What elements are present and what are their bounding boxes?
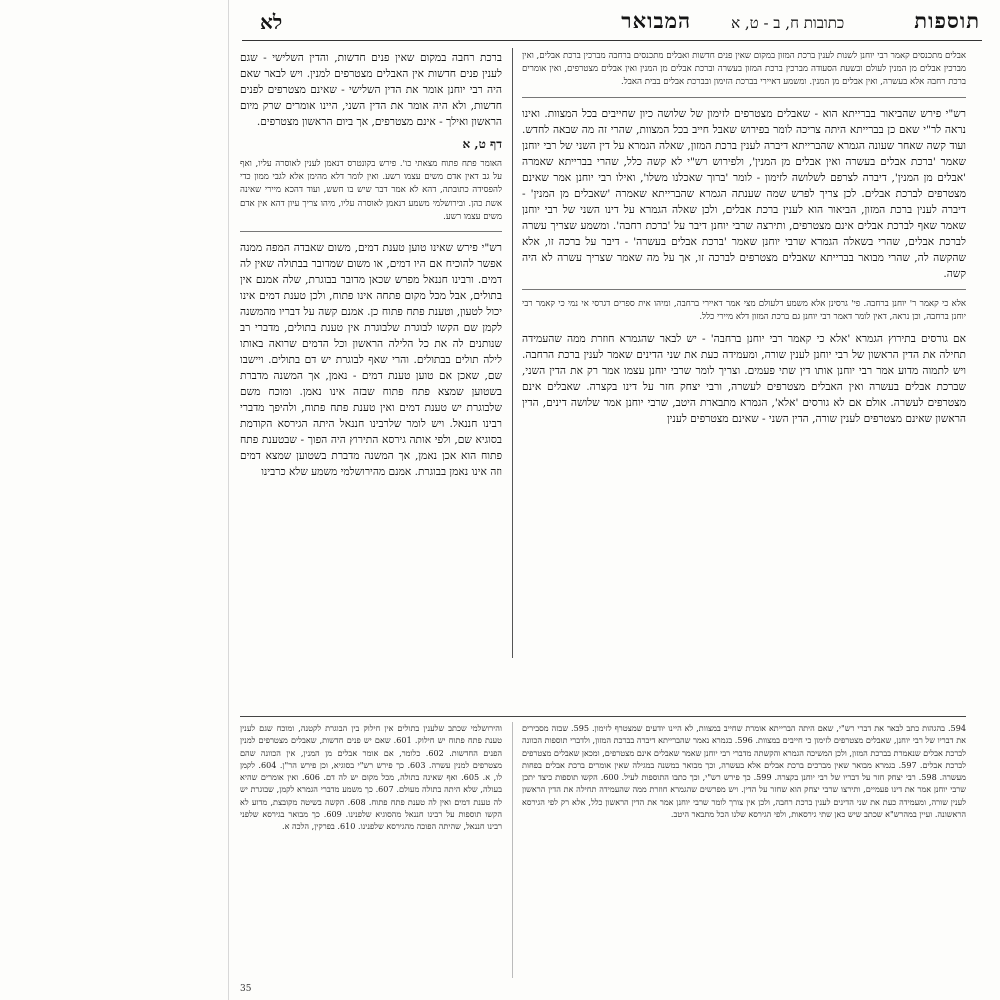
main-column-right xyxy=(522,50,966,650)
discussion-text: אם גורסים בתירוץ הגמרא 'אלא כי קאמר רבי יוחנן ברחבה' - יש לבאר שהגמרא חוזרת ממה שהעמידה תחילה את הדין הראשון של רבי יוחנן לענין שורה, ומעמידה כעת את שני הדינים שאמר לענין ברכת הרחבה. ויש לתמוה מדוע אמר רבי יוחנן אותו דין שתי פעמים. וצריך לומר שרבי יוחנן עצמו אמר רק את הדין השני, שברכת אבלים בעשרה ואין האבלים מצטרפים לעשרה, ורבי יצחק חזר על דינו בקצרה. שאבלים אינם מצטרפים לעשרה. אולם אם לא גורסים 'אלא', הגמרא מתבארת היטב, שרבי יוחנן אמר שלושה דינים, הדין הראשון שאינם מצטרפים לענין שורה, הדין השני - שאינם מצטרפים לענין xyxy=(522,333,966,426)
rashi-explanation-2: רש"י פירש שאינו טוען טענת דמים, משום שאבדה המפה ממנה אפשר להוכיח אם היו דמים, או משום שמדובר בבתולה שאין לה דמים. ורבינו חננאל מפרש שכאן מדובר בבוגרת, שלה אמנם אין בתולים, אבל מכל מקום פתחה אינו פתוח, ולכן טענת דמים אינו יכול לטעון, וטענת פתח פתוח כן. אמנם קשה על דבריו מהמשנה לקמן שם הקשו לבוגרת שלבוגרת אין טענת בתולים, מדברי רב שנותנים לה את כל הלילה הראשון וכל הדמים שרואה באותו לילה תולים בבתולים. והרי שאף לבוגרת יש דם בתולים. ויישבו שם, שאכן אם טוען טענת דמים - נאמן, אך המשנה מדברת בשטוען שמצא פתח פתוח שבזה אינו נאמן. ומוכח משם שלבוגרת יש טענת דמים ואין טענת פתח פתוח, ולהיפך מדברי רבינו חננאל. ויש לומר שלרבינו חננאל היתה הגירסא הקודמת בסוגיא שם, ולפי אותה גירסא התירוץ היה הפוך - שבטענת פתח פתוח הוא אכן נאמן, אך המשנה מדברת בשטוען שמצא דמים וזה אינו נאמן בבוגרת. אמנם מהירושלמי משמע שלא כרבינו xyxy=(240,242,502,479)
daf-heading: דף ט, א xyxy=(462,137,502,151)
folio-number: 35 xyxy=(240,984,252,994)
header-title-hamevoar: המבואר xyxy=(621,8,692,33)
header-title-tosafot: תוספות xyxy=(914,8,980,33)
tosafot-original-text-3: האומר פתח פתוח מצאתי כו'. פירש בקונטרס דנאמן לענין לאוסרה עליו, ואף על גב דאין אדם משים עצמו רשע. ואין לומר דלא מהימן אלא לגבי ממון כדי להפסידה כתובתה, דהא לא אמר דבר שיש בו חשש, ועוד דהכא מיירי שאינה אשת כהן. ובירושלמי משמע דנאמן לאוסרה עליו, מיהו צריך עיון דהא אין אדם משים עצמו רשע. xyxy=(240,159,502,222)
footnotes-left: והירושלמי שכתב שלענין בתולים אין חילוק בין הבוגרת לקטנה, ומוכח שגם לענין טענת פתח פתוח יש חילוק. 601. שאם יש פנים חדשות, שאבלים מצטרפים למנין הפנים החדשות. 602. כלומר, אם אומר אבלים מן המנין, אין הכוונה שהם מצטרפים למנין עשרה. 603. כך פירש רש"י בסוגיא, וכן פירש הר"ן. 604. לקמן לו, א. 605. ואף שאינה בתולה, מכל מקום יש לה דם. 606. ואין אומרים שהיא בעולה, שלא היתה בתולה מעולם. 607. כך משמע מדברי הגמרא לקמן, שבוגרת יש לה טענת דמים ואין לה טענת פתח פתוח. 608. הקשה בשיטה מקובצת, מדוע לא הקשו תוספות על רבינו חננאל מהסוגיא שלפנינו. 609. כך מבואר בגירסא שלפני רבינו חננאל, שהיתה הפוכה מהגירסא שלפנינו. 610. בפרקין, הלכה א. xyxy=(240,723,502,832)
column-divider xyxy=(512,48,513,658)
footnotes-right: 594. בהגהות כתב לבאר את דברי רש"י, שאם היתה הברייתא אומרת שחייב במצוות, לא היינו יודעים שמצטרף לזימון. 595. שבזה מסבירים את דבריו של רבי יוחנן, שאבלים מצטרפים לזימון כי חייבים במצוות. 596. בגמרא נאמר שהברייתא דיברה בברכת המזון, ולדברי תוספות הכוונה לברכת אבלים שנאמרת בברכת המזון, ולכן המשיכה הגמרא והקשתה מדברי רבי יוחנן שאמר שאבלים אינם מצטרפים, ומכאן שאבלים מצטרפים לברכת אבלים. 597. בגמרא מבואר שאין מברכים ברכת אבלים אלא בעשרה, וכך מבואר במשנה במגילה שאין אומרים ברכת אבלים בפחות מעשרה. 598. רבי יצחק חזר על דבריו של רבי יוחנן בקצרה. 599. כך פירש רש"י, וכך כתבו התוספות לעיל. 600. הקשו תוספות כיצד יתכן שרבי יוחנן אמר את דינו פעמיים, ותירצו שרבי יצחק הוא שחזר על הדין. ויש מפרשים שהגמרא חוזרת ממה שהעמידה תחילה את הדין הראשון לענין שורה, ומעמידה כעת את שני הדינים לענין ברכת רחבה, ולכן אין צורך לומר שרבי יוחנן אמר את הדין הראשון כלל, אלא רק לפי הגירסא הראשונה. ועיין במהרש"א שכתב שיש כאן שתי גירסאות, ולפי הגירסא שלנו הכל מתבאר היטב. xyxy=(522,723,966,820)
footnotes-divider xyxy=(512,722,513,978)
tosafot-original-text: אבלים מתכנסים קאמר רבי יוחנן לשנות לענין ברכת המזון במקום שאין פנים חדשות ואבלים מתכנסים ברחבה מברכין ברכת אבלים, ואין מברכין אבלים מן המנין לעולם ובשעת הסעודה מברכין ברכת המזון בעשרה וברכת אבלים מן המנין ואין אבלים מצטרפים, ואין אומרים ברכת רחבה אלא בעשרה, ואין אבלים מן המנין. ומשמע דאיירי בברכת הזימון ובברכת אבלים בבית האבל. xyxy=(522,51,966,88)
tosafot-original-text-2: אלא כי קאמר ר' יוחנן ברחבה. פי' גרסינן אלא משמע דלעולם מצי אמר דאיירי ברחבה, ומיהו אית ספרים דגרסי אי נמי כי קאמר רבי יוחנן ברחבה, וכן נראה, דאין לומר דאמר רבי יוחנן גם ברכת המזון דלא מיירי כלל. xyxy=(522,298,966,322)
column-rule xyxy=(522,97,966,98)
header-reference: כתובות ח, ב - ט, א xyxy=(731,14,845,32)
footnotes-rule xyxy=(240,716,966,717)
column-rule xyxy=(522,289,966,290)
scan-margin-shadow xyxy=(228,0,229,1000)
main-column-left xyxy=(240,50,502,705)
column-rule xyxy=(240,231,502,232)
continuation-text: ברכת רחבה במקום שאין פנים חדשות, והדין השלישי - שגם לענין פנים חדשות אין האבלים מצטרפים למנין. ויש לבאר שאם היה רבי יוחנן אומר את הדין השלישי - שאינם מצטרפים לפנים חדשות, ולא היה אומר את הדין השני, היינו אומרים שרק מיום הראשון ואילך - אינם מצטרפים, אך ביום הראשון מצטרפים. xyxy=(240,52,502,128)
header-rule xyxy=(242,40,982,41)
header-page-letters: לא xyxy=(260,10,283,34)
running-header xyxy=(240,8,980,36)
rashi-explanation: רש"י פירש שהביאור בברייתא הוא - שאבלים מצטרפים לזימון של שלושה כיון שחייבים בכל המצוות. ואינו נראה לר"י שאם כן בברייתא היתה צריכה לומר בפירוש שאבל חייב בכל המצוות, שהרי זה מה שבאה לחדש. ועוד קשה שאחר שעונה הגמרא שהברייתא דיברה לענין ברכת המזון, שאלה הגמרא על דין השני של רבי יוחנן שאמר 'ברכת אבלים בעשרה ואין אבלים מן המנין', ולפירוש רש"י לא קשה כלל, שהרי בברייתא שאמרה 'אבלים מן המנין', דיברה לצרפם לשלושה לזימון - לומר 'ברוך שאכלנו משלו', ואילו רבי יוחנן אמר שאינם מצטרפים לברכת אבלים. לכן צריך לפרש שמה שענתה הגמרא שהברייתא שאמרה 'שאבלים מן המנין' - דיברה לענין ברכת המזון, הביאור הוא לענין ברכת אבלים, ולכן שאלה הגמרא על דינו השני של רבי יוחנן שאמר שאף לברכת אבלים אינם מצטרפים, ותירצה שרבי יוחנן דיבר על 'ברכת רחבה'. ומשמע שצריך עשרה לברכת אבלים, שהרי בשאלה הגמרא שרבי יוחנן שאמר 'ברכת אבלים בעשרה' - דיבר על ברכה זו, אלא שהקשה לה, שהרי מבואר בברייתא שאבלים מצטרפים לברכה זו, אך על מה שאמר שצריך עשרה לא היה קשה. xyxy=(522,107,966,280)
